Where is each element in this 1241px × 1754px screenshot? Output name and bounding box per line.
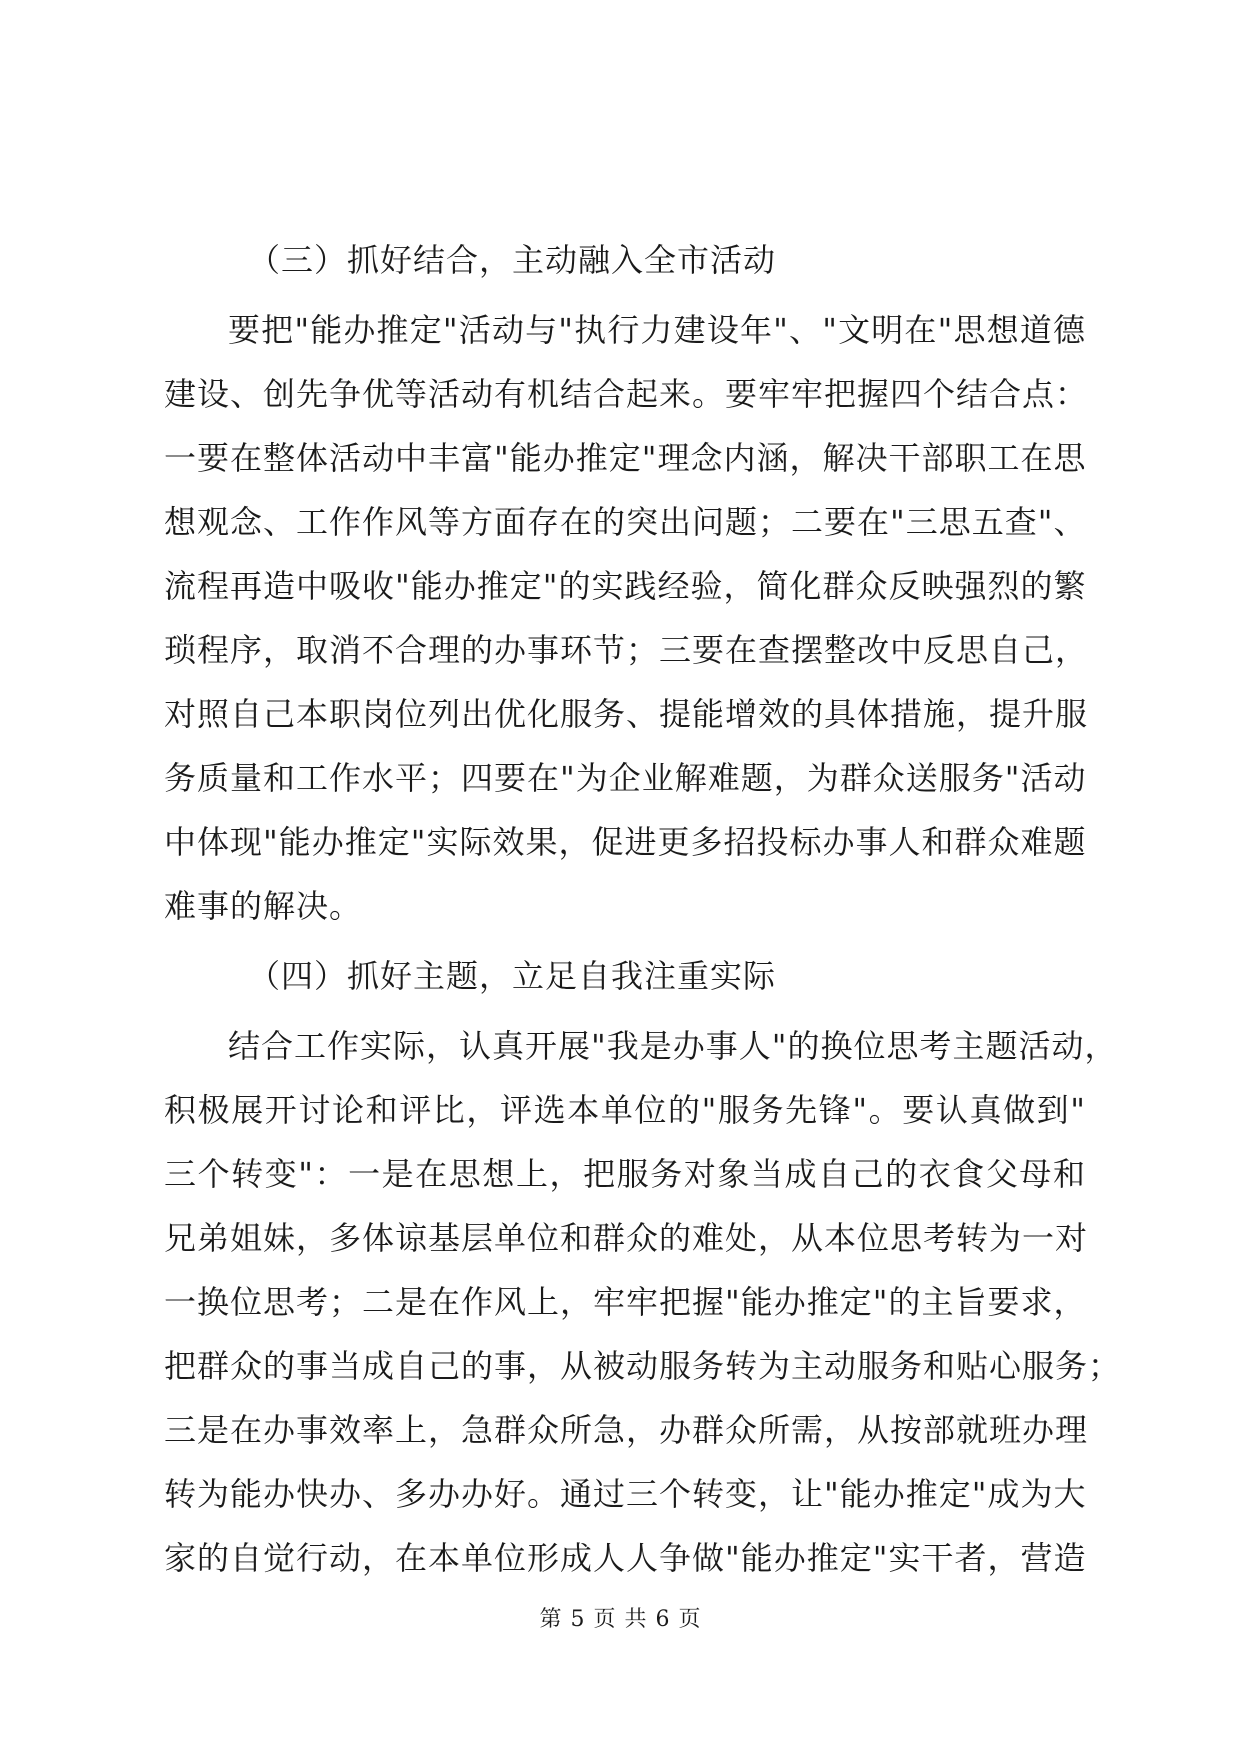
paragraph-line: 兄弟姐妹，多体谅基层单位和群众的难处，从本位思考转为一对 (164, 1219, 1089, 1257)
paragraph-line: 把群众的事当成自己的事，从被动服务转为主动服务和贴心服务； (164, 1347, 1122, 1385)
paragraph-line: 中体现"能办推定"实际效果，促进更多招投标办事人和群众难题 (164, 823, 1087, 861)
paragraph-line: 流程再造中吸收"能办推定"的实践经验，简化群众反映强烈的繁 (164, 567, 1087, 605)
document-body (164, 228, 1122, 1590)
section-heading-4: （四）抓好主题，立足自我注重实际 (248, 957, 777, 995)
paragraph-line: 想观念、工作作风等方面存在的突出问题；二要在"三思五查"、 (164, 503, 1087, 541)
paragraph-line: 务质量和工作水平；四要在"为企业解难题，为群众送服务"活动 (164, 759, 1087, 797)
paragraph-line: 对照自己本职岗位列出优化服务、提能增效的具体措施，提升服 (164, 695, 1089, 733)
paragraph-line: 建设、创先争优等活动有机结合起来。要牢牢把握四个结合点： (164, 375, 1089, 413)
paragraph-line: 难事的解决。 (164, 887, 363, 925)
paragraph-line: 积极展开讨论和评比，评选本单位的"服务先锋"。要认真做到" (164, 1091, 1086, 1129)
paragraph-line: 结合工作实际，认真开展"我是办事人"的换位思考主题活动， (228, 1027, 1118, 1065)
page-number-footer: 第 5 页 共 6 页 (539, 1607, 702, 1632)
paragraph-line: 转为能办快办、多办办好。通过三个转变，让"能办推定"成为大 (164, 1475, 1087, 1513)
paragraph-line: 一换位思考；二是在作风上，牢牢把握"能办推定"的主旨要求， (164, 1283, 1087, 1321)
section-4-paragraph (164, 1014, 1122, 1590)
paragraph-line: 要把"能办推定"活动与"执行力建设年"、"文明在"思想道德 (228, 311, 1086, 349)
section-3-paragraph (164, 298, 1089, 938)
paragraph-line: 三是在办事效率上，急群众所急，办群众所需，从按部就班办理 (164, 1411, 1089, 1449)
section-heading-3: （三）抓好结合，主动融入全市活动 (248, 241, 777, 279)
paragraph-line: 一要在整体活动中丰富"能办推定"理念内涵，解决干部职工在思 (164, 439, 1087, 477)
paragraph-line: 家的自觉行动，在本单位形成人人争做"能办推定"实干者，营造 (164, 1539, 1087, 1577)
paragraph-line: 琐程序，取消不合理的办事环节；三要在查摆整改中反思自己， (164, 631, 1089, 669)
paragraph-line: 三个转变"：一是在思想上，把服务对象当成自己的衣食父母和 (164, 1155, 1086, 1193)
